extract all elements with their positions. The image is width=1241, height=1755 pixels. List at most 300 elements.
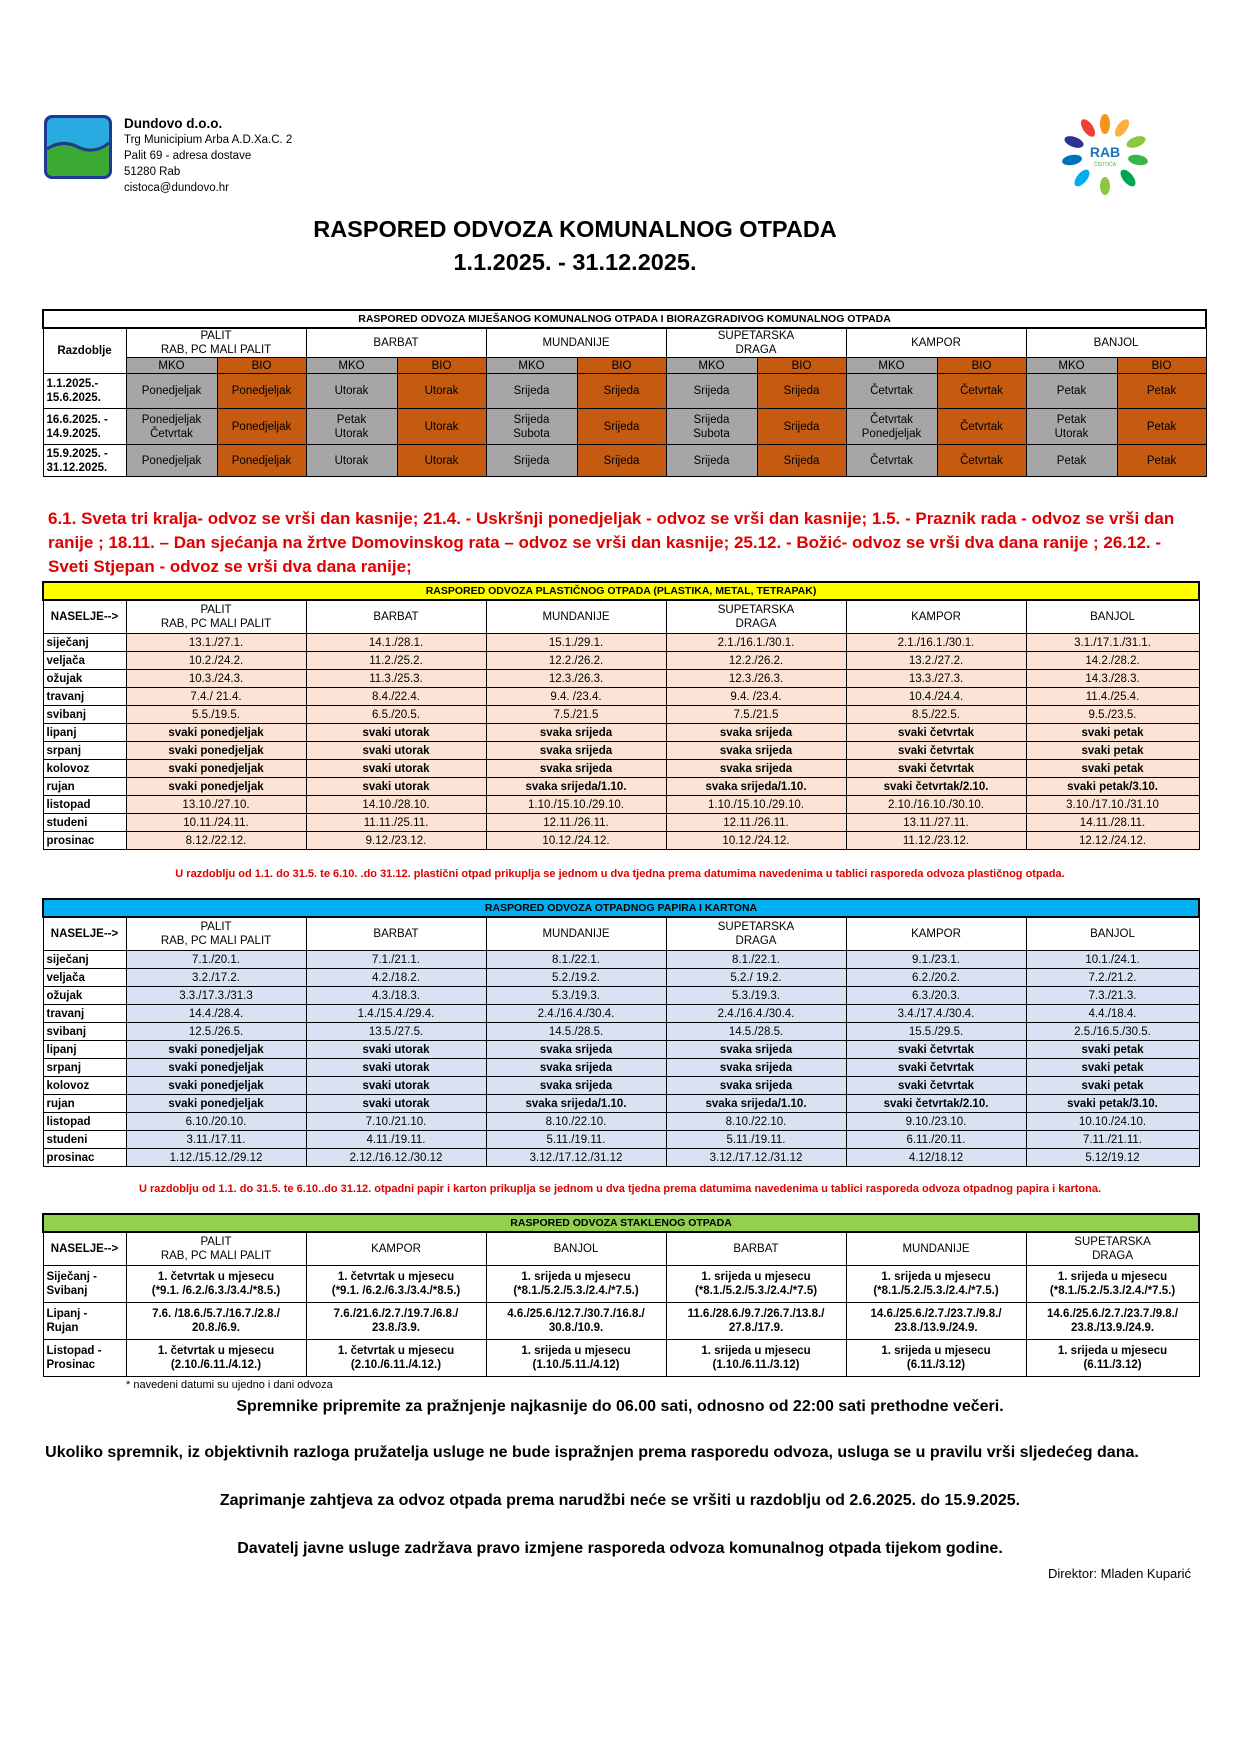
cell-text: Četvrtak xyxy=(960,454,1003,467)
orders-notice: Zaprimanje zahtjeva za odvoz otpada prema narudžbi neće se vršiti u razdoblju od 2.6.2025. do 15.9.2025. xyxy=(219,1492,1021,1509)
cell-text: 5.3./19.3. xyxy=(552,989,600,1002)
area-header xyxy=(846,600,1026,634)
cell-text: (2.10./6.11./4.12.) xyxy=(350,1359,442,1371)
cell-text: svaka srijeda xyxy=(539,1043,613,1056)
month-row xyxy=(43,1023,1199,1041)
date-cell xyxy=(1026,814,1199,832)
area-header xyxy=(666,328,846,358)
date-cell xyxy=(846,1077,1026,1095)
date-cell xyxy=(666,652,846,670)
cell-text: 7.1./21.1. xyxy=(372,953,420,966)
mko-day-cell xyxy=(306,445,397,477)
cell-text: 1. srijeda u mjesecu xyxy=(701,1271,811,1283)
month-label xyxy=(43,724,126,742)
table-title-row xyxy=(43,899,1199,917)
cell-text: NASELJE--> xyxy=(50,928,119,940)
mko-day-cell xyxy=(666,445,757,477)
bio-day-cell xyxy=(757,409,846,445)
date-cell xyxy=(306,688,486,706)
cell-text: 3.11./17.11. xyxy=(186,1133,246,1146)
cell-text: 8.5./22.5. xyxy=(912,708,960,721)
month-label xyxy=(43,1041,126,1059)
cell-text: Subota xyxy=(513,427,550,440)
cell-text: Četvrtak xyxy=(150,427,193,440)
cell-text: Utorak xyxy=(424,454,459,467)
cell-text: 15.9.2025. - xyxy=(46,447,108,460)
period-row xyxy=(43,445,1206,477)
bio-day-cell xyxy=(217,445,306,477)
cell-text: 14.9.2025. xyxy=(46,427,101,440)
area-header xyxy=(306,600,486,634)
glass-date-cell xyxy=(1026,1303,1199,1340)
cell-text: (6.11./3.12) xyxy=(1083,1359,1142,1371)
cell-text: svaka srijeda xyxy=(719,1043,793,1056)
cell-text: studeni xyxy=(46,1133,88,1146)
cell-text: 3.3./17.3./31.3 xyxy=(179,989,253,1002)
cell-text: 2.10./16.10./30.10. xyxy=(888,798,984,811)
table-title-row xyxy=(43,310,1206,328)
cell-text: Petak xyxy=(1056,454,1087,467)
cell-text: 6.3./20.3. xyxy=(912,989,960,1002)
cell-text: 15.1./29.1. xyxy=(548,636,604,649)
date-cell xyxy=(126,987,306,1005)
cell-text: 13.11./27.11. xyxy=(903,816,969,829)
cell-text: svaki petak xyxy=(1081,1079,1144,1092)
date-cell xyxy=(486,1113,666,1131)
cell-text: listopad xyxy=(46,1115,91,1128)
glass-date-cell xyxy=(126,1340,306,1377)
cell-text: 15.6.2025. xyxy=(46,392,101,404)
glass-date-cell xyxy=(486,1340,666,1377)
glass-date-cell xyxy=(306,1303,486,1340)
area-header xyxy=(666,600,846,634)
cell-text: 23.8./13.9./24.9. xyxy=(894,1322,978,1334)
cell-text: BIO xyxy=(431,359,452,372)
cell-text: svaka srijeda/1.10. xyxy=(525,1097,627,1110)
cell-text: 9.12./23.12. xyxy=(365,834,427,847)
table-title xyxy=(43,899,1199,917)
date-cell xyxy=(666,814,846,832)
cell-text: 1. četvrtak u mjesecu xyxy=(157,1345,275,1357)
cell-text: 10.12./24.12. xyxy=(722,834,790,847)
date-cell xyxy=(1026,1149,1199,1167)
area-header xyxy=(1026,328,1206,358)
cell-text: svaki četvrtak xyxy=(897,1061,975,1074)
bio-header xyxy=(577,358,666,374)
date-cell xyxy=(306,1059,486,1077)
cell-text: 16.6.2025. - xyxy=(46,413,108,426)
corner-header xyxy=(43,328,126,374)
cell-text: 20.8./6.9. xyxy=(192,1322,240,1334)
cell-text: Srijeda xyxy=(693,413,730,426)
date-cell xyxy=(1026,706,1199,724)
date-cell xyxy=(126,1005,306,1023)
date-cell xyxy=(306,670,486,688)
cell-text: Četvrtak xyxy=(960,420,1003,433)
cell-text: 10.2./24.2. xyxy=(188,654,244,667)
date-cell xyxy=(846,706,1026,724)
cell-text: BANJOL xyxy=(1090,611,1135,623)
cell-text: BIO xyxy=(251,359,272,372)
cell-text: travanj xyxy=(46,1007,85,1020)
cell-text: (1.10./5.11./4.12) xyxy=(532,1359,620,1371)
cell-text: Petak xyxy=(336,413,367,426)
cell-text: SUPETARSKA xyxy=(1074,1236,1151,1248)
cell-text: 13.3./27.3. xyxy=(908,672,964,685)
cell-text: 10.1./24.1. xyxy=(1085,953,1140,966)
cell-text: 6.10./20.10. xyxy=(185,1115,247,1128)
cell-text: 1. četvrtak u mjesecu xyxy=(157,1271,275,1283)
cell-text: srpanj xyxy=(46,1061,82,1074)
cell-text: 8.1./22.1. xyxy=(552,953,600,966)
cell-text: PALIT xyxy=(200,921,232,933)
cell-text: Srijeda xyxy=(783,420,820,433)
cell-text: 12.2./26.2. xyxy=(728,654,784,667)
cell-text: Četvrtak xyxy=(870,413,913,426)
date-cell xyxy=(486,969,666,987)
date-cell xyxy=(846,652,1026,670)
cell-text: lipanj xyxy=(46,1043,77,1056)
area-header xyxy=(846,328,1026,358)
cell-text: 23.8./3.9. xyxy=(372,1322,420,1334)
cell-text: svaki petak/3.10. xyxy=(1067,780,1158,793)
cell-text: Prosinac xyxy=(46,1359,96,1371)
date-cell xyxy=(486,778,666,796)
glass-date-cell xyxy=(846,1303,1026,1340)
director-signature: Direktor: Mladen Kuparić xyxy=(1047,1566,1191,1581)
date-cell xyxy=(486,1005,666,1023)
cell-text: Svibanj xyxy=(46,1285,88,1297)
date-cell xyxy=(1026,634,1199,652)
cell-text: 9.4. /23.4. xyxy=(550,690,602,703)
cell-text: 4.3./18.3. xyxy=(372,989,420,1002)
bio-day-cell xyxy=(937,374,1026,409)
corner-header xyxy=(43,1232,126,1266)
cell-text: svaki ponedjeljak xyxy=(168,1079,264,1092)
cell-text: BIO xyxy=(611,359,632,372)
date-cell xyxy=(306,652,486,670)
month-row xyxy=(43,796,1199,814)
period-label xyxy=(43,1303,126,1340)
month-row xyxy=(43,1131,1199,1149)
date-cell xyxy=(1026,796,1199,814)
date-cell xyxy=(306,1041,486,1059)
date-cell xyxy=(666,832,846,850)
cell-text: 10.3./24.3. xyxy=(188,672,244,685)
cell-text: svaki utorak xyxy=(362,1061,430,1074)
cell-text: Srijeda xyxy=(783,385,820,397)
glass-date-cell xyxy=(666,1340,846,1377)
cell-text: svaki četvrtak xyxy=(897,762,975,775)
bio-header xyxy=(217,358,306,374)
month-row xyxy=(43,1077,1199,1095)
cell-text: svaki ponedjeljak xyxy=(168,726,264,739)
mko-day-cell xyxy=(486,374,577,409)
cell-text: DRAGA xyxy=(735,618,777,630)
cell-text: 10.12./24.12. xyxy=(542,834,610,847)
cell-text: 7.6. /18.6./5.7./16.7./2.8./ xyxy=(152,1308,280,1320)
cell-text: 5.11./19.11. xyxy=(546,1133,606,1146)
cell-text: Četvrtak xyxy=(870,385,913,397)
cell-text: svaki utorak xyxy=(362,1043,430,1056)
date-cell xyxy=(666,706,846,724)
cell-text: Utorak xyxy=(424,420,459,433)
month-label xyxy=(43,1095,126,1113)
cell-text: svibanj xyxy=(46,708,87,721)
cell-text: svaka srijeda xyxy=(719,744,793,757)
cell-text: Utorak xyxy=(334,427,369,440)
cell-text: 4.2./18.2. xyxy=(372,971,420,984)
date-cell xyxy=(126,1113,306,1131)
cell-text: 9.10./23.10. xyxy=(905,1115,967,1128)
cell-text: 1. srijeda u mjesecu xyxy=(521,1345,631,1357)
area-header xyxy=(1026,1232,1199,1266)
date-cell xyxy=(486,1041,666,1059)
corner-header xyxy=(43,917,126,951)
mko-day-cell xyxy=(846,374,937,409)
cell-text: 14.11./28.11. xyxy=(1079,816,1146,829)
mko-day-cell xyxy=(846,445,937,477)
date-cell xyxy=(126,670,306,688)
cell-text: svibanj xyxy=(46,1025,87,1038)
date-cell xyxy=(666,1095,846,1113)
date-cell xyxy=(666,778,846,796)
cell-text: rujan xyxy=(46,1097,75,1110)
cell-text: Ponedjeljak xyxy=(141,385,202,397)
date-cell xyxy=(486,724,666,742)
date-cell xyxy=(486,1059,666,1077)
area-header-row xyxy=(43,1232,1199,1266)
date-cell xyxy=(126,951,306,969)
cell-text: 7.11./21.11. xyxy=(1082,1133,1143,1146)
date-cell xyxy=(1026,742,1199,760)
glass-footnote: * navedeni datumi su ujedno i dani odvoza xyxy=(126,1379,333,1391)
cell-text: 3.12./17.12./31.12 xyxy=(709,1151,803,1164)
cell-text: 7.6./21.6./2.7./19.7./6.8./ xyxy=(333,1308,459,1320)
cell-text: 7.5./21.5 xyxy=(553,708,599,721)
month-label xyxy=(43,814,126,832)
date-cell xyxy=(666,724,846,742)
cell-text: 10.10./24.10. xyxy=(1078,1115,1147,1128)
mko-day-cell xyxy=(126,445,217,477)
month-label xyxy=(43,1113,126,1131)
date-cell xyxy=(666,951,846,969)
mko-day-cell xyxy=(666,374,757,409)
cell-text: 2.12./16.12./30.12 xyxy=(349,1151,443,1164)
month-row xyxy=(43,1149,1199,1167)
cell-text: 14.10./28.10. xyxy=(362,798,430,811)
month-row xyxy=(43,814,1199,832)
cell-text: 4.6./25.6./12.7./30.7./16.8./ xyxy=(507,1308,645,1320)
date-cell xyxy=(1026,1131,1199,1149)
cell-text: (*9.1. /6.2./6.3./3.4./*8.5.) xyxy=(151,1285,281,1297)
cell-text: 8.12./22.12. xyxy=(185,834,247,847)
cell-text: svaki ponedjeljak xyxy=(168,762,264,775)
company-info xyxy=(124,116,292,196)
date-cell xyxy=(846,796,1026,814)
cell-text: MUNDANIJE xyxy=(902,1243,970,1255)
prepare-notice: Spremnike pripremite za pražnjenje najkasnije do 06.00 sati, odnosno od 22:00 sati prethodne večeri. xyxy=(236,1398,1004,1415)
area-header-row xyxy=(43,917,1199,951)
cell-text: 8.1./22.1. xyxy=(732,953,780,966)
date-cell xyxy=(666,688,846,706)
cell-text: 1.4./15.4./29.4. xyxy=(357,1007,435,1020)
month-row xyxy=(43,652,1199,670)
mko-day-cell xyxy=(126,374,217,409)
cell-text: Srijeda xyxy=(603,454,640,467)
cell-text: svaki utorak xyxy=(362,762,430,775)
cell-text: 3.12./17.12./31.12 xyxy=(529,1151,623,1164)
bio-day-cell xyxy=(397,445,486,477)
glass-date-cell xyxy=(306,1266,486,1303)
bio-day-cell xyxy=(757,445,846,477)
cell-text: 1.12./15.12./29.12 xyxy=(169,1151,263,1164)
date-cell xyxy=(666,634,846,652)
date-cell xyxy=(846,951,1026,969)
cell-text: (*8.1./5.2./5.3./2.4./*7.5.) xyxy=(873,1285,999,1297)
table-title xyxy=(43,310,1206,328)
date-cell xyxy=(666,760,846,778)
cell-text: RAB, PC MALI PALIT xyxy=(160,344,272,356)
month-label xyxy=(43,778,126,796)
date-cell xyxy=(1026,1005,1199,1023)
mko-header xyxy=(486,358,577,374)
cell-text: 30.8./10.9. xyxy=(548,1322,604,1334)
date-cell xyxy=(846,1095,1026,1113)
cell-text: prosinac xyxy=(46,1151,95,1164)
cell-text: 1.1.2025.- xyxy=(46,378,99,390)
date-cell xyxy=(666,1113,846,1131)
area-header xyxy=(666,917,846,951)
cell-text: svaki četvrtak xyxy=(897,726,975,739)
cell-text: 3.10./17.10./31.10 xyxy=(1066,798,1159,811)
date-cell xyxy=(306,1095,486,1113)
bio-day-cell xyxy=(397,374,486,409)
cell-text: 13.2./27.2. xyxy=(908,654,964,667)
cell-text: 11.3./25.3. xyxy=(369,672,423,685)
month-row xyxy=(43,670,1199,688)
month-label xyxy=(43,760,126,778)
date-cell xyxy=(306,742,486,760)
cell-text: Petak xyxy=(1146,454,1177,467)
date-cell xyxy=(846,724,1026,742)
date-cell xyxy=(1026,1095,1199,1113)
date-cell xyxy=(1026,1113,1199,1131)
cell-text: RASPORED ODVOZA PLASTIČNOG OTPADA (PLASTIKA, METAL, TETRAPAK) xyxy=(425,585,817,597)
date-cell xyxy=(486,1131,666,1149)
cell-text: 6.5./20.5. xyxy=(372,708,420,721)
cell-text: Četvrtak xyxy=(960,385,1003,397)
month-label xyxy=(43,1005,126,1023)
area-header xyxy=(486,1232,666,1266)
date-cell xyxy=(126,688,306,706)
mko-day-cell xyxy=(1026,409,1117,445)
cell-text: Petak xyxy=(1146,385,1177,397)
cell-text: 12.5./26.5. xyxy=(188,1025,244,1038)
cell-text: svaki četvrtak/2.10. xyxy=(883,1097,989,1110)
cell-text: MKO xyxy=(1058,359,1085,372)
month-row xyxy=(43,1113,1199,1131)
date-cell xyxy=(846,760,1026,778)
cell-text: 11.11./25.11. xyxy=(363,816,429,829)
cell-text: 12.11./26.11. xyxy=(543,816,609,829)
bio-day-cell xyxy=(1117,445,1206,477)
date-cell xyxy=(126,1131,306,1149)
unemptied-notice: Ukoliko spremnik, iz objektivnih razloga pružatelja usluge ne bude ispražnjen prema rasporedu odvoza, usluga se u pravilu vrši sljedećeg dana. xyxy=(45,1444,1139,1461)
cell-text: 1. srijeda u mjesecu xyxy=(881,1271,991,1283)
date-cell xyxy=(666,1023,846,1041)
cell-text: Lipanj - xyxy=(46,1308,88,1320)
date-cell xyxy=(306,951,486,969)
glass-date-cell xyxy=(666,1303,846,1340)
cell-text: svaki petak xyxy=(1081,1061,1144,1074)
date-cell xyxy=(306,760,486,778)
month-label xyxy=(43,1023,126,1041)
bio-day-cell xyxy=(577,409,666,445)
cell-text: 7.4./ 21.4. xyxy=(190,690,242,703)
cell-text: KAMPOR xyxy=(371,1243,421,1255)
paper-note: U razdoblju od 1.1. do 31.5. te 6.10..do 31.12. otpadni papir i karton prikuplja se jednom u dva tjedna prema datumima navedenima u tablici rasporeda odvoza otpadnog papira i kartona. xyxy=(138,1183,1102,1195)
date-cell xyxy=(306,778,486,796)
month-row xyxy=(43,987,1199,1005)
cell-text: Petak xyxy=(1056,385,1087,397)
cell-text: svaka srijeda xyxy=(539,762,613,775)
date-cell xyxy=(1026,951,1199,969)
cell-text: 1. četvrtak u mjesecu xyxy=(337,1271,455,1283)
mko-header xyxy=(1026,358,1117,374)
glass-date-cell xyxy=(1026,1266,1199,1303)
date-cell xyxy=(846,969,1026,987)
month-label xyxy=(43,706,126,724)
date-cell xyxy=(486,814,666,832)
cell-text: svaki ponedjeljak xyxy=(168,780,264,793)
cell-text: 11.2./25.2. xyxy=(369,654,423,667)
glass-date-cell xyxy=(486,1266,666,1303)
date-cell xyxy=(126,1023,306,1041)
cell-text: 14.5./28.5. xyxy=(548,1025,604,1038)
cell-text: svaki utorak xyxy=(362,1097,430,1110)
date-cell xyxy=(306,1149,486,1167)
cell-text: Utorak xyxy=(1054,427,1089,440)
date-cell xyxy=(486,1149,666,1167)
date-cell xyxy=(306,796,486,814)
cell-text: 6.2./20.2. xyxy=(912,971,960,984)
glass-date-cell xyxy=(126,1266,306,1303)
date-cell xyxy=(126,814,306,832)
date-cell xyxy=(666,796,846,814)
date-cell xyxy=(306,969,486,987)
cell-text: 7.5./21.5 xyxy=(733,708,779,721)
cell-text: Ponedjeljak xyxy=(861,427,922,440)
mko-header xyxy=(126,358,217,374)
mko-day-cell xyxy=(486,409,577,445)
cell-text: svaka srijeda xyxy=(539,726,613,739)
cell-text: 1. srijeda u mjesecu xyxy=(521,1271,631,1283)
date-cell xyxy=(486,832,666,850)
cell-text: 9.1./23.1. xyxy=(912,953,960,966)
bio-day-cell xyxy=(217,409,306,445)
cell-text: 9.5./23.5. xyxy=(1088,708,1137,721)
document-title xyxy=(0,213,1150,279)
date-cell xyxy=(486,706,666,724)
cell-text: Ponedjeljak xyxy=(141,454,202,467)
date-cell xyxy=(306,1023,486,1041)
company-address-line1: Trg Municipium Arba A.D.Xa.C. 2 xyxy=(124,134,293,146)
cell-text: BARBAT xyxy=(373,611,419,623)
date-cell xyxy=(306,724,486,742)
rights-notice: Davatelj javne usluge zadržava pravo izmjene rasporeda odvoza komunalnog otpada tijekom godine. xyxy=(237,1540,1003,1557)
cell-text: 8.10./22.10. xyxy=(725,1115,787,1128)
